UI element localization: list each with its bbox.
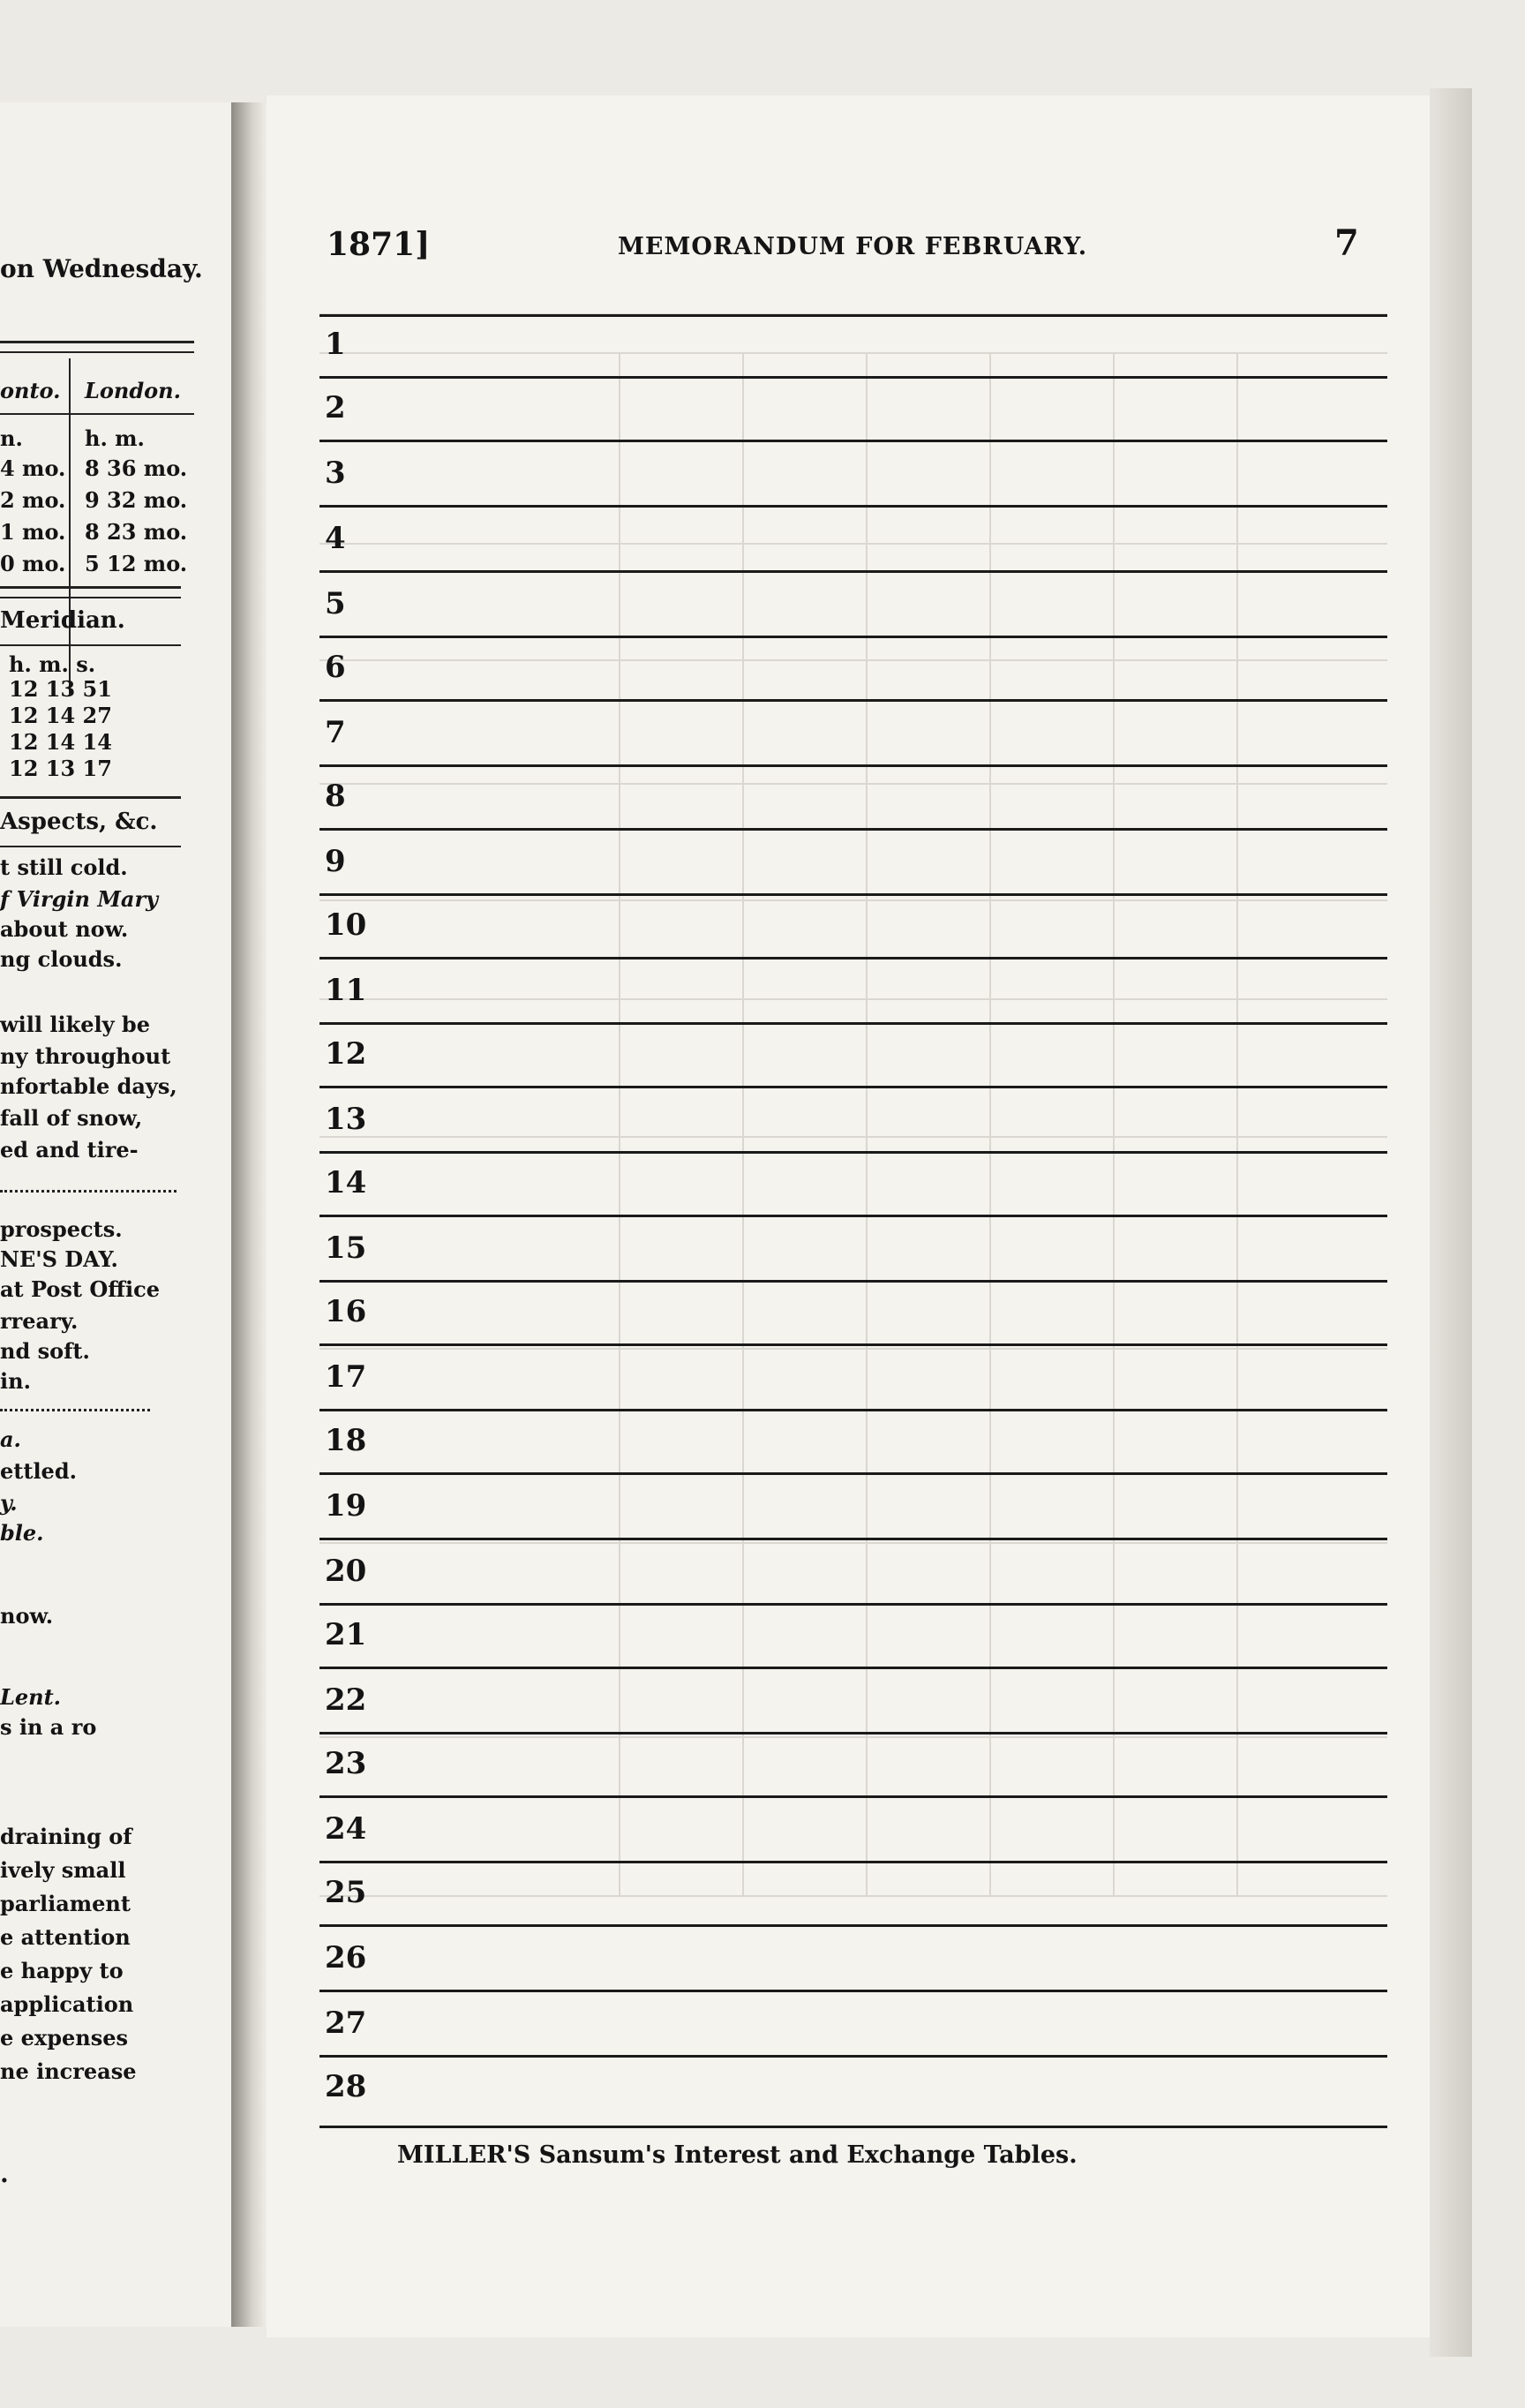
london-time: 8 23 mo. [85,519,188,545]
note-line: parliament [0,1891,131,1916]
note-line: draining of [0,1824,132,1849]
aspects-top-rule [0,796,181,799]
col-london-label: London. [85,378,181,403]
note-line: ng clouds. [0,946,123,972]
previous-page-fragment [0,102,240,2327]
meridian-row: 12 14 14 [9,729,112,755]
day-rule [319,1990,1387,1992]
day-number: 12 [325,1036,367,1072]
day-number: 13 [325,1102,367,1137]
day-rule [319,1215,1387,1217]
note-line: Lent. [0,1684,62,1710]
note-line: nfortable days, [0,1073,177,1099]
day-number: 17 [325,1359,367,1395]
day-rule [319,1472,1387,1475]
note-line: prospects. [0,1216,123,1242]
meridian-row: 12 13 51 [9,676,112,702]
meridian-top-rule-2 [0,597,181,598]
note-line: e happy to [0,1958,124,1983]
dotted-separator [0,1409,150,1411]
left-header: on Wednesday. [0,254,203,283]
ontario-time: 4 mo. [0,455,66,481]
day-number: 6 [325,650,346,685]
note-line: rreary. [0,1308,79,1334]
note-line: t still cold. [0,854,128,880]
day-number: 10 [325,907,367,943]
note-line: in. [0,1368,31,1394]
left-table-head-rule [0,413,194,415]
day-rule [319,764,1387,767]
note-line: ed and tire- [0,1137,139,1163]
note-line: e attention [0,1924,131,1950]
note-line: application [0,1991,134,2017]
note-line: a. [0,1426,21,1452]
london-time: 9 32 mo. [85,487,188,513]
memorandum-page [267,95,1430,2337]
london-time: 8 36 mo. [85,455,188,481]
day-rule [319,957,1387,959]
note-line: y. [0,1490,18,1516]
note-line: s in a ro [0,1714,97,1740]
london-time: 5 12 mo. [85,551,188,576]
meridian-title: Meridian. [0,607,125,634]
col-ontario-label: onto. [0,378,61,403]
day-number: 15 [325,1230,367,1266]
day-number: 9 [325,844,346,879]
day-rule [319,440,1387,442]
note-line: ively small [0,1857,126,1883]
day-number: 2 [325,390,346,425]
day-number: 1 [325,327,346,362]
meridian-head-rule [0,644,181,646]
day-number: 22 [325,1682,367,1718]
note-line: will likely be [0,1012,150,1037]
stray-mark: . [0,2159,9,2188]
note-line: about now. [0,916,129,942]
london-time: h. m. [85,425,145,451]
note-line: NE'S DAY. [0,1246,118,1272]
dotted-separator [0,1190,177,1193]
day-rule [319,636,1387,638]
meridian-row: 12 13 17 [9,756,112,781]
day-number: 11 [325,973,367,1008]
day-number: 3 [325,455,346,491]
day-number: 23 [325,1746,367,1781]
note-line: ble. [0,1520,44,1546]
day-number: 21 [325,1617,367,1652]
left-table-top-rule-2 [0,351,194,353]
note-line: e expenses [0,2025,128,2051]
day-rule [319,1861,1387,1863]
day-rule [319,1924,1387,1927]
day-number: 26 [325,1940,367,1975]
day-number: 25 [325,1875,367,1910]
note-line: nd soft. [0,1338,90,1364]
day-rule [319,699,1387,702]
day-rule [319,1603,1387,1606]
day-rule [319,1280,1387,1283]
day-rule [319,1151,1387,1154]
day-rule [319,1667,1387,1669]
day-number: 19 [325,1488,367,1524]
left-table-top-rule [0,341,194,343]
note-line: ne increase [0,2058,137,2084]
ontario-time: n. [0,425,23,451]
day-rule [319,1343,1387,1346]
day-rule [319,505,1387,508]
day-number: 5 [325,586,346,621]
day-rule [319,1086,1387,1088]
page-title: MEMORANDUM FOR FEBRUARY. [618,233,1088,260]
day-rule [319,570,1387,573]
footer-advertisement: MILLER'S Sansum's Interest and Exchange Tables. [397,2141,1078,2169]
day-number: 28 [325,2069,367,2104]
day-rule [319,1022,1387,1025]
day-rule [319,828,1387,831]
header-rule [319,314,1387,317]
day-number: 24 [325,1811,367,1847]
note-line: ny throughout [0,1043,171,1069]
note-line: fall of snow, [0,1105,143,1131]
page-edge [1430,88,1472,2357]
day-number: 14 [325,1165,367,1200]
note-line: at Post Office [0,1276,160,1302]
meridian-top-rule [0,586,181,589]
day-rule [319,1795,1387,1798]
meridian-row: 12 14 27 [9,703,112,728]
page-year: 1871] [327,226,431,263]
aspects-title: Aspects, &c. [0,809,158,835]
ontario-time: 0 mo. [0,551,66,576]
day-number: 4 [325,521,346,556]
ontario-time: 2 mo. [0,487,66,513]
aspects-head-rule [0,846,181,847]
note-line: ettled. [0,1458,77,1484]
day-rule [319,2055,1387,2058]
left-table-divider [69,358,71,694]
day-number: 7 [325,715,346,750]
day-number: 8 [325,779,346,814]
day-number: 20 [325,1554,367,1589]
day-number: 16 [325,1294,367,1329]
book-gutter-shadow [231,102,267,2327]
note-line: f Virgin Mary [0,886,159,912]
day-rule [319,376,1387,379]
day-number: 27 [325,2005,367,2041]
footer-rule [319,2126,1387,2128]
note-line: now. [0,1603,54,1629]
page-number: 7 [1334,222,1359,264]
day-rule [319,1538,1387,1540]
day-rule [319,893,1387,896]
day-rule [319,1732,1387,1735]
ontario-time: 1 mo. [0,519,66,545]
day-number: 18 [325,1423,367,1458]
day-rule [319,1409,1387,1411]
meridian-head: h. m. s. [9,651,96,677]
